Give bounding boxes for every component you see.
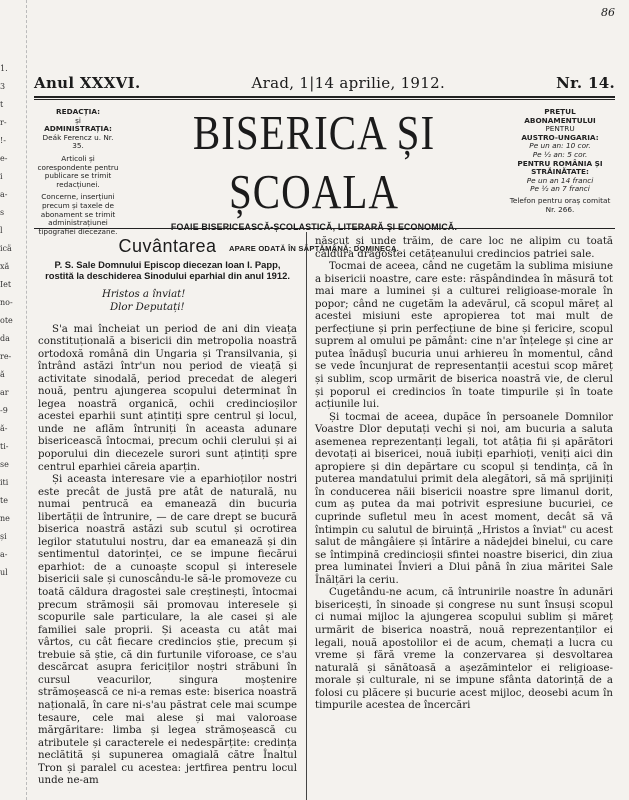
margin-fragment: ne (0, 514, 10, 523)
margin-fragment: ul (0, 568, 8, 577)
margin-fragment: icä (0, 244, 12, 253)
margin-fragment: a- (0, 190, 8, 199)
article-greeting (102, 288, 297, 314)
price-row-half: Pe ½ an: 5 cor. (532, 149, 588, 159)
price-heading-4: AUSTRO-UNGARIA: (521, 132, 599, 142)
paragraph: Și tocmai de aceea, dupăce în persoanele Domnilor Voastre Dlor deputați vechi și noi, am bucuria a saluta asemenea reprezentanți legali, tot atâția fii și apărători devotați ai bisericei, nouă iubiți eparhioți, veniți aici din apropiere și din depărtare cu scopul și tendința, că în puterea mandatului primit dela alegători, să mă sprijiniți în conducerea năii bisericii noastre spre limanul dorit, cum aș putea da mai potrivit espresiune bucuriei, ce cuprinde sufletul meu în acest moment, decât să vă întimpin cu salutul de biruință „Hristos a înviat" cu acest salut de mângâiere și întărire a nădejdei binelui, cu care se întimpină credincioșii sfintei noastre biserici, din ziua prea luminatei Învieri a Dlui până în ziua măritei Sale Înălțări la ceriu. (315, 411, 613, 586)
office-note-fees: Concerne, inserțiuni precum și taxele de abonament se trimit administrațiunei tipografiei diecezane. (38, 192, 118, 236)
greeting-line-2: Dlor Deputați! (110, 301, 185, 313)
price-heading-3: PENTRU (545, 124, 575, 134)
margin-fragment: ă- (0, 424, 8, 433)
margin-fragment: da (0, 334, 10, 343)
paragraph: S'a mai încheiat un period de ani din vieața constituțională a bisericii din metropolia noastră ortodoxă română din Ungaria și Transilvania, și întrând astăzi într'un nou period de vieață și activitate sinodală, period precedat de alegeri nouă, pentru ajungerea scopului determinat în legea noastră organică, ochii credincioșilor acestei eparhii sunt ațintiți spre centrul și locul, unde ne aflăm întruniți în aceasta adunare bisericească întocmai, precum ochii clerului și ai poporului din diecezele surori sunt ațintiți spre centrul eparhiei căreia aparțin. (38, 323, 297, 473)
issue-place-date: Arad, 1|14 aprilie, 1912. (251, 74, 446, 92)
margin-fragment: -9 (0, 406, 8, 415)
issue-header (34, 74, 615, 92)
price-row-foreign-year: Pe un an 14 franci (526, 175, 594, 185)
margin-fragment: r- (0, 118, 7, 127)
greeting-line-1: Hristos a înviat! (102, 288, 186, 300)
page-number: 86 (601, 6, 615, 19)
margin-fragment: se (0, 460, 9, 469)
price-heading-2: ABONAMENTULUI (524, 115, 596, 125)
newspaper-name: BISERICA ȘI ȘCOALA (192, 105, 436, 219)
price-row-year: Pe un an: 10 cor. (529, 141, 591, 151)
margin-fragment: te (0, 496, 8, 505)
margin-fragment: ar (0, 388, 9, 397)
margin-fragment: t (0, 100, 4, 109)
margin-fragment: e- (0, 154, 8, 163)
office-heading-and: și (75, 115, 81, 125)
masthead-rule (34, 228, 615, 229)
office-heading-admin: ADMINISTRAȚIA: (44, 124, 112, 134)
margin-fragment: ti- (0, 442, 9, 451)
issue-year: Anul XXXVI. (34, 74, 141, 92)
margin-fragment: s (0, 208, 5, 217)
price-heading-5: PENTRU ROMÂNIA ȘI (517, 158, 603, 168)
margin-fragment: ă (0, 370, 5, 379)
article-subtitle: P. S. Sale Domnului Episcop diecezan Ioan I. Papp, rostită la deschiderea Sinodului eparhial din anul 1912. (45, 258, 290, 282)
paragraph: Cugetându-ne acum, că întrunirile noastre în adunări bisericești, în sinoade și congrese nu sunt însuși scopul ci numai mijloc la ajungerea scopului sublim și măreț urmărit de biserica noastră, nouă reprezentanților ei legali, nouă apostolilor ei de acum, chemați a lucra cu vreme și fără vreme la conzervarea și desvoltarea naturală și sănătoasă a așezămintelor ei religioase-morale și culturale, ni se impune sfânta datorință de a folosi cu plăcere și bucurie acest mijloc, deosebi acum în timpurile acestea de încercări (315, 587, 613, 712)
margin-fragment: și (0, 532, 7, 541)
price-heading-6: STRĂINĂTATE: (531, 167, 589, 177)
article-title: Cuvântarea (118, 236, 217, 256)
binding-edge (26, 0, 27, 800)
publication-frequency: APARE ODATĂ ÎN SĂPTĂMÂNĂ: DOMINECA. (229, 244, 399, 253)
office-heading: REDACȚIA: (55, 107, 101, 116)
issue-number: Nr. 14. (556, 74, 615, 92)
office-note-articles: Articoli și corespondente pentru publicare se trimit redacțiunei. (37, 153, 119, 189)
header-rule (34, 96, 615, 98)
paragraph: născut și unde trăim, de care loc ne alipim cu toată căldura dragostei cetățeanului credincios patriei sale. (315, 236, 613, 260)
editorial-office-box (36, 108, 120, 236)
margin-fragment: xă (0, 262, 10, 271)
margin-fragment: ote (0, 316, 13, 325)
price-row-foreign-half: Pe ½ an 7 franci (530, 184, 590, 194)
margin-fragment: 1. (0, 64, 8, 73)
margin-fragment: re- (0, 352, 12, 361)
article-right-column (315, 236, 613, 713)
margin-fragment: 3 (0, 82, 6, 91)
office-address: Deák Ferencz u. Nr. 35. (42, 132, 114, 151)
paragraph: Tocmai de aceea, când ne cugetăm la sublima misiune a bisericii noastre, care este: răspândindea în măsură tot mai mare a luminei și a culturei religioase-morale în popor; când ne cugetăm la adevărul, că scopul măreț al acestei misiuni este apropierea tot mai mult de perfecțiune și prin perfecțiune de bine și fericire, scopul suprem al omului pe pământ: cine n'ar înțelege și cine ar putea înădușî bucuria unui arhiereu în momentul, când se vede încunjurat de representanții acestui scop măreț și sublim, scop urmărit de biserica noastră vie, de clerul și poporul ei credincios în toate timpurile și în toate acțiunile lui. (315, 261, 613, 411)
margin-fragment: !- (0, 136, 6, 145)
paragraph: Și aceasta interesare vie a eparhioților nostri este precât de justă pre atât de naturală, nu numai pentrucă ea emanează din bucuria libertății de întrunire, — de care drept se bucură biserica noastră astăzi sub scutul și ocrotirea legilor statutului nostru, dar ea emanează și din sentimentul datorinței, ce se impune fiecărui eparhiot: de a cunoaște scopul și interesele bisericii sale și cunoscându-le să-le promoveze cu toată căldura dragostei sale creștinești, întocmai precum strămoșii săi promovau interesele și scopurile sale particulare, la ale casei și ale familiei sale proprii. Și aceasta cu atât mai vârtos, cu cât fiecare credincios știe, precum și trebuie să știe, că din furtunile viforoase, ce s'au descărcat asupra fericiților noștri străbuni în cursul veacurilor, singura moștenire strămoșească ce ni-a remas este: biserica noastră națională, în care ni-s'au păstrat cele mai scumpe tesaure, cele mai alese și mai valoroase mărgăritare: limba și legea strămoșească cu atributele și caracterele ei nedespărțite: credința neclătită și supunerea omagială către Înaltul Tron și paralel cu acestea: jertfirea pentru locul unde ne-am (38, 474, 297, 787)
masthead (128, 105, 500, 253)
margin-fragment: l (0, 226, 3, 235)
column-divider (306, 232, 307, 800)
phone-note: Telefon pentru oraș comitat Nr. 266. (509, 195, 611, 214)
newspaper-subtitle: FOAIE BISERICEASCĂ-ȘCOLASTICĂ, LITERARĂ ȘI ECONOMICĂ. (170, 222, 458, 232)
header-rule-thin (34, 99, 615, 100)
margin-fragment: a- (0, 550, 8, 559)
price-heading-1: PREȚUL (544, 107, 576, 116)
margin-fragment: i (0, 172, 3, 181)
article-left-column (38, 236, 297, 788)
left-margin-fragments (0, 60, 26, 800)
margin-fragment: Iet (0, 280, 12, 289)
subscription-price-box (508, 108, 612, 214)
margin-fragment: no- (0, 298, 13, 307)
margin-fragment: iti (0, 478, 9, 487)
